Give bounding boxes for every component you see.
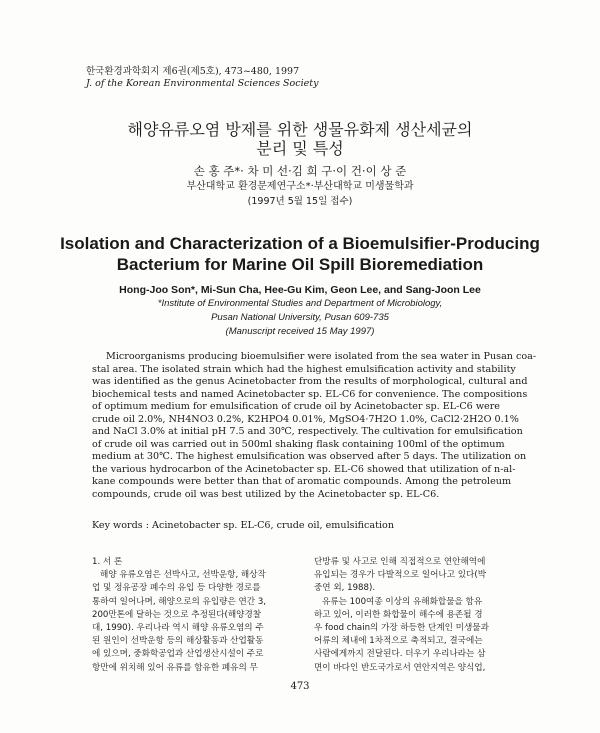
body-line: 항만에 위치해 있어 유류를 함유한 폐유의 무: [92, 662, 258, 673]
body-line: 단방류 및 사고로 인해 직접적으로 연안해역에: [314, 557, 486, 567]
abstract-line: the various hydrocarbon of the Acinetobacter sp. EL-C6 showed that utilization of n-al-: [92, 463, 516, 475]
page-number: 473: [290, 681, 310, 692]
body-line: 유입되는 경우가 다발적으로 일어나고 있다(박: [314, 570, 487, 581]
korean-byline: [0, 164, 600, 209]
korean-title-line-2: 분리 및 특성: [256, 139, 344, 158]
abstract-line: compounds, crude oil was best utilized by the Acinetobacter sp. EL-C6.: [92, 489, 440, 501]
abstract-line: Microorganisms producing bioemulsifier were isolated from the sea water in Pusan coa-: [106, 351, 537, 362]
abstract-line: of optimum medium for emulsification of crude oil by Acinetobacter sp. EL-C6 were: [92, 401, 500, 413]
abstract-line: kane compounds were better than that of aromatic compounds. Among the petroleum: [92, 476, 512, 488]
journal-citation-ko: 한국환경과학회지 제6권(제5호), 473~480, 1997: [86, 66, 300, 77]
body-line: 에 있으며, 중화학공업과 산업생산시설이 주로: [92, 649, 264, 660]
body-line: 해양 유류오염은 선박사고, 선박운항, 해상작: [100, 570, 266, 581]
section-heading-introduction: 1. 서 론: [92, 557, 123, 567]
body-line: 사람에게까지 전달된다. 더우기 우리나라는 삼: [314, 649, 486, 660]
english-title: [0, 233, 600, 275]
body-line: 유류는 100여종 이상의 유해화합물을 함유: [322, 596, 483, 607]
korean-authors: 손 홍 주*· 차 미 선·김 희 구·이 건·이 상 준: [193, 164, 407, 178]
korean-title: [0, 120, 600, 158]
body-column-left: [92, 556, 306, 675]
abstract-line: stal area. The isolated strain which had the highest emulsification activity and stability: [92, 363, 516, 375]
english-byline: [0, 283, 600, 339]
korean-received-date: (1997년 5월 15일 접수): [247, 196, 353, 207]
korean-affiliation: 부산대학교 환경문제연구소*·부산대학교 미생물학과: [186, 181, 414, 192]
institution-line-1: *Institute of Environmental Studies and Department of Microbiology,: [157, 298, 443, 309]
body-line: 중연 외, 1988).: [314, 583, 376, 594]
body-line: 우 food chain의 가장 하등한 단계인 미생물과: [314, 623, 489, 634]
manuscript-received: (Manuscript received 15 May 1997): [225, 326, 375, 337]
journal-citation-en: J. of the Korean Environmental Sciences Society: [86, 78, 319, 89]
keywords: Key words : Acinetobacter sp. EL-C6, crude oil, emulsification: [92, 520, 395, 531]
body-column-right: [314, 556, 528, 675]
body-line: 어류의 체내에 1차적으로 축적되고, 결국에는: [314, 636, 483, 647]
body-line: 대, 1990). 우리나라 역시 해양 유류오염의 주: [92, 623, 264, 634]
abstract: [92, 351, 537, 502]
abstract-line: of crude oil was carried out in 500ml shaking flask containing 100ml of the optimum: [92, 438, 505, 450]
english-title-line-1: Isolation and Characterization of a Bioemulsifier-Producing: [60, 234, 540, 253]
body-line: 업 및 정유공장 폐수의 유입 등 다양한 경로를: [92, 583, 261, 594]
journal-header: [86, 66, 318, 90]
abstract-line: and NaCl 3.0% at initial pH 7.5 and 30℃, respectively. The cultivation for emulsification: [92, 426, 523, 438]
abstract-line: crude oil 2.0%, NH4NO3 0.2%, K2HPO4 0.01%, MgSO4·7H2O 1.0%, CaCl2·2H2O 0.1%: [92, 413, 519, 425]
korean-title-line-1: 해양유류오염 방제를 위한 생물유화제 생산세균의: [127, 120, 473, 139]
body-line: 하고 있어, 이러한 화합물이 해수에 용존될 경: [314, 609, 483, 620]
abstract-line: was identified as the genus Acinetobacter from the results of morphological, cultural and: [92, 376, 528, 388]
body-line: 통하여 일어나며, 해양으로의 유입량은 연간 3,: [92, 596, 267, 607]
body-line: 된 원인이 선박운항 등의 해상활동과 산업활동: [92, 636, 264, 647]
abstract-line: biochemical tests and named Acinetobacter sp. EL-C6 for convenience. The compositions: [92, 388, 528, 400]
english-title-line-2: Bacterium for Marine Oil Spill Bioremediation: [116, 255, 484, 274]
body-line: 200만톤에 달하는 것으로 추정된다(해양경찰: [92, 609, 262, 620]
abstract-line: medium at 30℃. The highest emulsification was observed after 5 days. The utilization on: [92, 451, 527, 463]
institution-line-2: Pusan National University, Pusan 609-735: [211, 312, 389, 323]
body-line: 면이 바다인 반도국가로서 연안지역은 양식업,: [314, 662, 486, 673]
english-authors: Hong-Joo Son*, Mi-Sun Cha, Hee-Gu Kim, Geon Lee, and Sang-Joon Lee: [119, 284, 481, 296]
